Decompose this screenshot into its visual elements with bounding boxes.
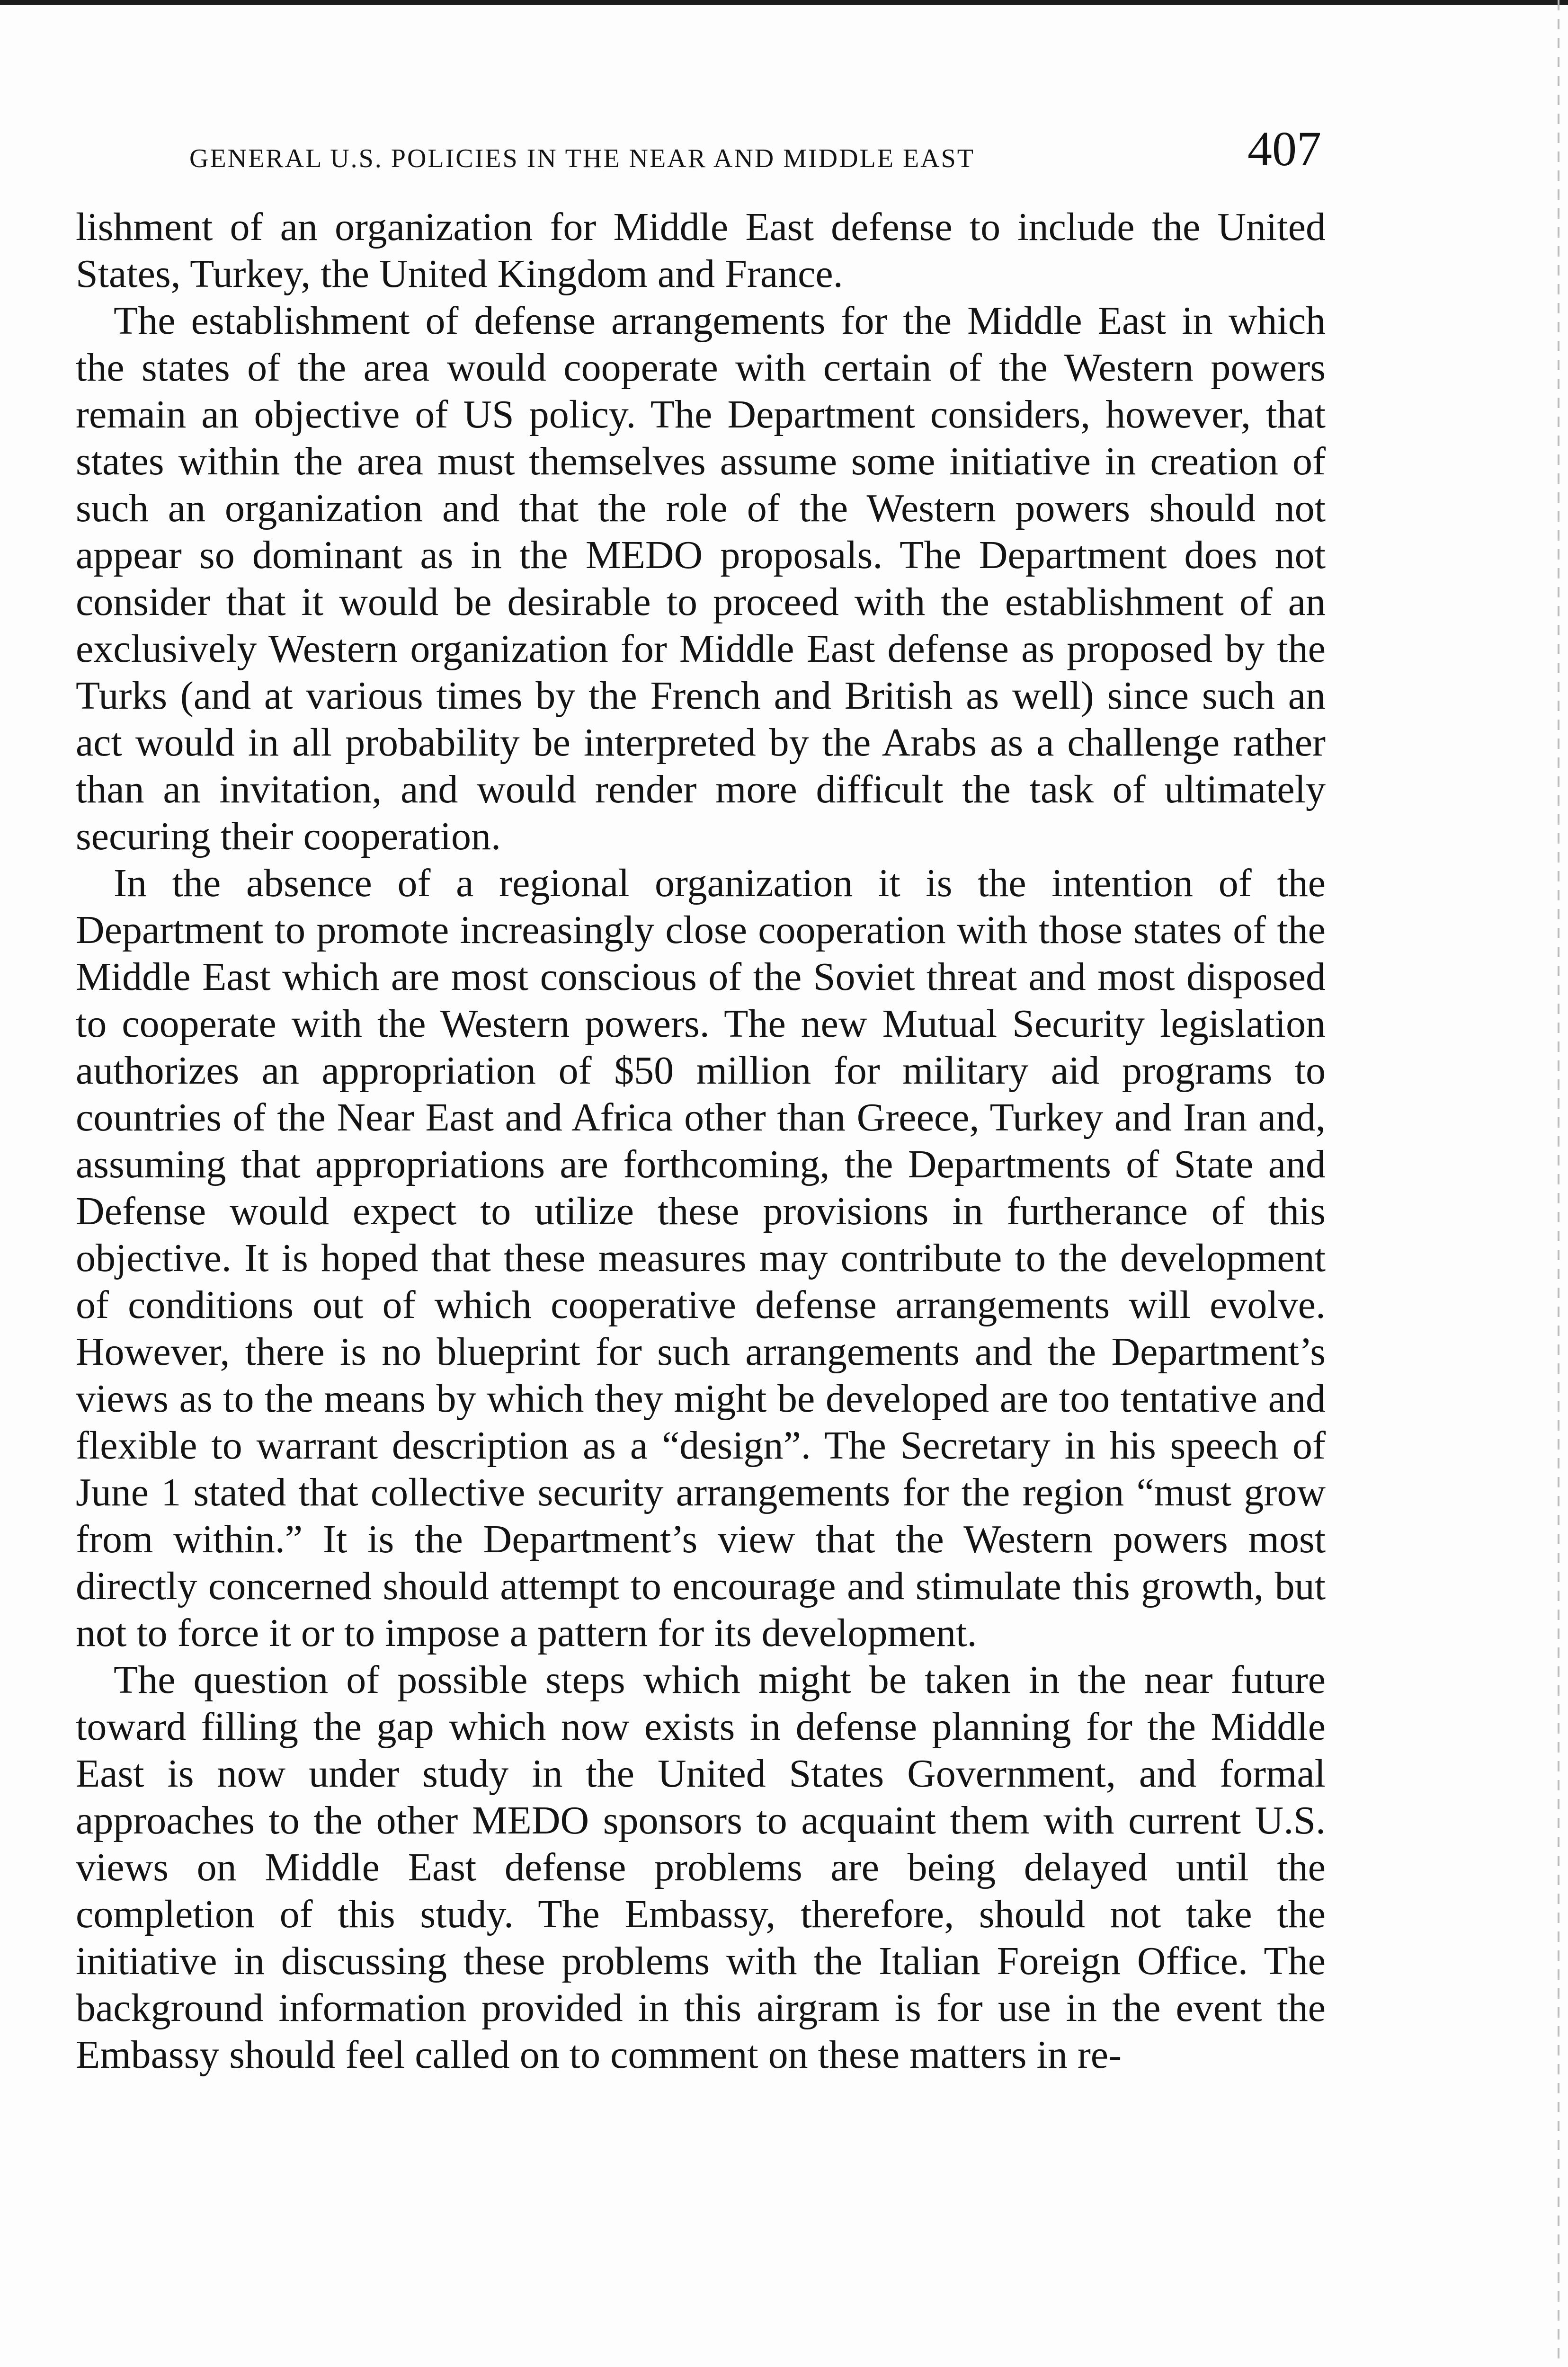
paragraph-1: lishment of an organization for Middle East defense to include the United States, Turkey, the United Kingdom and France. xyxy=(76,205,1326,296)
running-head: GENERAL U.S. POLICIES IN THE NEAR AND MIDDLE EAST xyxy=(189,144,975,173)
body-text xyxy=(76,204,1326,2078)
page-number: 407 xyxy=(1247,122,1321,176)
page-header xyxy=(76,121,1326,187)
top-edge-rule xyxy=(0,0,1568,5)
paragraph-4: The question of possible steps which might be taken in the near future toward filling the gap which now exists in defense planning for the Middle East is now under study in the United States Government, and formal approaches to the other MEDO sponsors to acquaint them with current U.S. views on Middle East defense problems are being delayed until the completion of this study. The Embassy, therefore, should not take the initiative in discussing these problems with the Italian Foreign Office. The background information provided in this airgram is for use in the event the Embassy should feel called on to comment on these matters in re- xyxy=(76,1658,1326,2077)
page-edge-shadow xyxy=(1558,0,1559,2367)
paragraph-3: In the absence of a regional organization it is the intention of the Department to promote increasingly close cooperation with those states of the Middle East which are most conscious of the Soviet threat and most disposed to cooperate with the Western powers. The new Mutual Security legislation authorizes an appropriation of $50 million for military aid programs to countries of the Near East and Africa other than Greece, Turkey and Iran and, assuming that appropriations are forthcoming, the Departments of State and Defense would expect to utilize these provisions in furtherance of this objective. It is hoped that these measures may contribute to the development of conditions out of which cooperative defense arrangements will evolve. However, there is no blueprint for such arrangements and the Department’s views as to the means by which they might be developed are too tentative and flexible to warrant description as a “design”. The Secretary in his speech of June 1 stated that collective security arrangements for the region “must grow from within.” It is the Department’s view that the Western powers most directly concerned should attempt to encourage and stimulate this growth, but not to force it or to impose a pattern for its development. xyxy=(76,861,1326,1655)
paragraph-2: The establishment of defense arrangements for the Middle East in which the states of the area would cooperate with certain of the Western powers remain an objective of US policy. The Department considers, however, that states within the area must themselves assume some initiative in creation of such an organization and that the role of the Western powers should not appear so dominant as in the MEDO proposals. The Department does not consider that it would be desirable to proceed with the establishment of an exclusively Western organization for Middle East defense as proposed by the Turks (and at various times by the French and British as well) since such an act would in all probability be interpreted by the Arabs as a challenge rather than an invitation, and would render more difficult the task of ultimately securing their cooperation. xyxy=(76,299,1326,858)
